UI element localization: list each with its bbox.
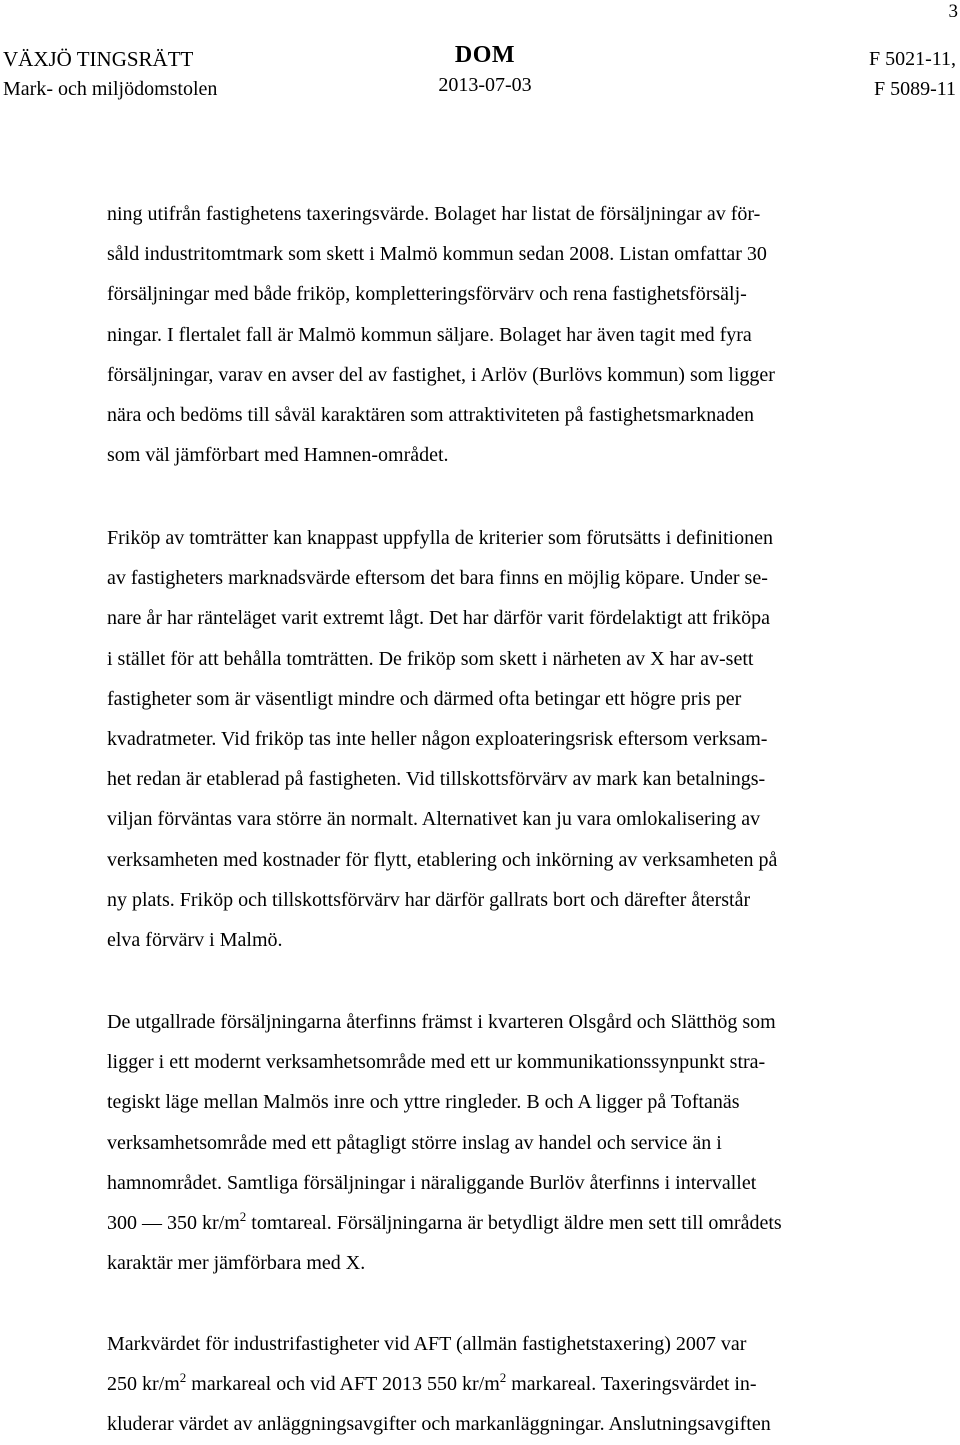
text-line: i stället för att behålla tomträtten. De friköp som skett i närheten av X har av-sett: [107, 647, 754, 670]
text-line: hamnområdet. Samtliga försäljningar i näraliggande Burlöv återfinns i intervallet: [107, 1171, 757, 1194]
text-line: som väl jämförbart med Hamnen-området.: [107, 444, 449, 467]
text-line: tegiskt läge mellan Malmös inre och yttre ringleder. B och A ligger på Toftanäs: [107, 1091, 740, 1114]
text-line: verksamhetsområde med ett påtagligt större inslag av handel och service än i: [107, 1131, 722, 1154]
superscript: 2: [239, 1209, 247, 1225]
text-line: nära och bedöms till såväl karaktären som attraktiviteten på fastighetsmarknaden: [107, 404, 754, 427]
court-division: Mark- och miljödomstolen: [3, 78, 218, 100]
text-line: ligger i ett modernt verksamhetsområde med ett ur kommunikationssynpunkt stra-: [107, 1051, 766, 1074]
superscript: 2: [499, 1370, 507, 1386]
text-line: ning utifrån fastighetens taxeringsvärde. Bolaget har listat de försäljningar av för-: [107, 203, 761, 225]
text-line: av fastigheters marknadsvärde eftersom det bara finns en möjlig köpare. Under se-: [107, 567, 768, 590]
text-line: viljan förväntas vara större än normalt. Alternativet kan ju vara omlokalisering av: [107, 808, 761, 831]
text-line: försäljningar med både friköp, kompletteringsförvärv och rena fastighetsförsälj-: [107, 283, 747, 306]
paragraph-3: [107, 1002, 887, 1283]
paragraph-2: [107, 518, 887, 960]
text-run: markareal och vid AFT 2013 550 kr/m: [186, 1373, 500, 1396]
text-line: försäljningar, varav en avser del av fastighet, i Arlöv (Burlövs kommun) som ligger: [107, 363, 775, 386]
text-line: ny plats. Friköp och tillskottsförvärv har därför gallrats bort och därefter återstår: [107, 888, 751, 911]
paragraph-1: [107, 194, 887, 475]
text-run: 300 — 350 kr/m: [107, 1212, 240, 1235]
text-line: karaktär mer jämförbara med X.: [107, 1252, 366, 1275]
text-line: Friköp av tomträtter kan knappast uppfylla de kriterier som förutsätts i definitionen: [107, 527, 773, 549]
page-number: 3: [948, 1, 958, 22]
header-document-block: [410, 40, 560, 100]
text-run: tomtareal. Försäljningarna är betydligt äldre men sett till områdets: [246, 1212, 782, 1235]
court-name: VÄXJÖ TINGSRÄTT: [3, 47, 194, 71]
text-line: De utgallrade försäljningarna återfinns främst i kvarteren Olsgård och Slätthög som: [107, 1011, 776, 1033]
text-line: nare år har ränteläget varit extremt lågt. Det har därför varit fördelaktigt att friköpa: [107, 607, 771, 630]
document-type: DOM: [454, 42, 516, 68]
header-case-numbers: [869, 44, 956, 104]
document-date: 2013-07-03: [438, 74, 532, 96]
text-line: [107, 1364, 887, 1404]
text-line: kvadratmeter. Vid friköp tas inte heller någon exploateringsrisk eftersom verksam-: [107, 728, 768, 751]
paragraph-4: [107, 1324, 887, 1445]
case-number-1: F 5021-11,: [868, 48, 956, 70]
text-line: het redan är etablerad på fastigheten. Vid tillskottsförvärv av mark kan betalnings-: [107, 768, 766, 791]
text-line: Markvärdet för industrifastigheter vid AFT (allmän fastighetstaxering) 2007 var: [107, 1333, 747, 1355]
text-run: markareal. Taxeringsvärdet in-: [506, 1373, 757, 1396]
text-line: kluderar värdet av anläggningsavgifter och markanläggningar. Anslutningsavgiften: [107, 1413, 771, 1436]
text-line: [107, 1203, 887, 1243]
case-number-2: F 5089-11: [873, 78, 956, 100]
text-run: 250 kr/m: [107, 1373, 180, 1396]
text-line: elva förvärv i Malmö.: [107, 929, 283, 952]
text-line: såld industritomtmark som skett i Malmö kommun sedan 2008. Listan omfattar 30: [107, 243, 767, 266]
text-line: ningar. I flertalet fall är Malmö kommun säljare. Bolaget har även tagit med fyra: [107, 323, 752, 346]
superscript: 2: [179, 1370, 187, 1386]
header-court-block: [3, 44, 217, 104]
text-line: fastigheter som är väsentligt mindre och därmed ofta betingar ett högre pris per: [107, 687, 742, 710]
text-line: verksamheten med kostnader för flytt, etablering och inkörning av verksamheten på: [107, 848, 778, 871]
